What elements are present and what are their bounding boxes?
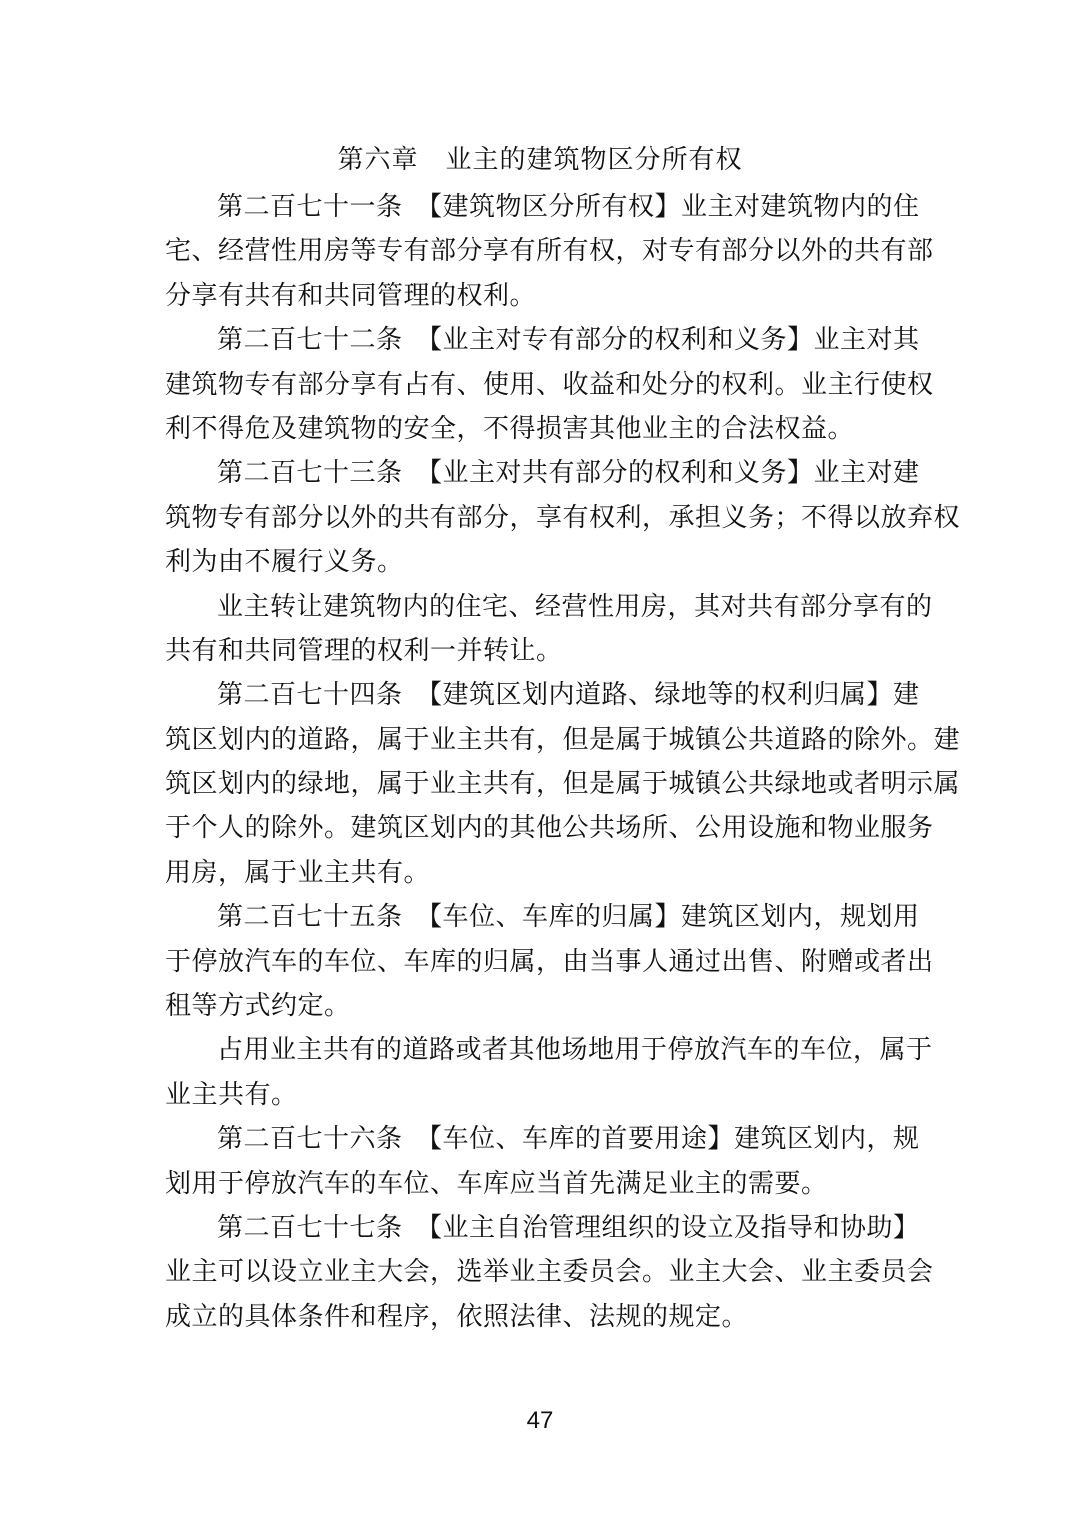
- paragraph: [165, 1206, 934, 1339]
- paragraph: [165, 1028, 933, 1117]
- text-line: 第二百七十五条 【车位、车库的归属】建筑区划内，规划用: [217, 902, 920, 933]
- text-line: 业主共有。: [165, 1079, 298, 1110]
- text-line: 划用于停放汽车的车位、车库应当首先满足业主的需要。: [165, 1168, 828, 1199]
- text-line: 第二百七十六条 【车位、车库的首要用途】建筑区划内，规: [217, 1124, 920, 1155]
- text-line: 用房，属于业主共有。: [165, 857, 431, 888]
- text-line: 于个人的除外。建筑区划内的其他公共场所、公用设施和物业服务: [165, 813, 934, 844]
- text-line: 共有和共同管理的权利一并转让。: [165, 635, 563, 666]
- paragraph: [165, 318, 934, 451]
- paragraph: [165, 673, 961, 895]
- paragraph: [165, 585, 933, 674]
- text-line: 第二百七十三条 【业主对共有部分的权利和义务】业主对建: [217, 458, 920, 489]
- page-number: 47: [526, 1407, 554, 1434]
- text-line: 第二百七十二条 【业主对专有部分的权利和义务】业主对其: [217, 325, 920, 356]
- text-line: 业主转让建筑物内的住宅、经营性用房，其对共有部分享有的: [217, 591, 933, 622]
- article-body: [165, 185, 961, 1339]
- text-line: 第二百七十一条 【建筑物区分所有权】业主对建筑物内的住: [217, 192, 920, 222]
- text-line: 成立的具体条件和程序，依照法律、法规的规定。: [165, 1301, 749, 1332]
- text-line: 筑区划内的道路，属于业主共有，但是属于城镇公共道路的除外。建: [165, 724, 961, 755]
- text-line: 于停放汽车的车位、车库的归属，由当事人通过出售、附赠或者出: [165, 946, 934, 977]
- text-line: 利不得危及建筑物的安全，不得损害其他业主的合法权益。: [165, 413, 855, 444]
- paragraph: [165, 1117, 920, 1206]
- text-line: 业主可以设立业主大会，选举业主委员会。业主大会、业主委员会: [165, 1257, 934, 1288]
- text-line: 建筑物专有部分享有占有、使用、收益和处分的权利。业主行使权: [165, 369, 934, 400]
- paragraph: [165, 185, 934, 318]
- paragraph: [165, 895, 934, 1028]
- text-line: 筑物专有部分以外的共有部分，享有权利，承担义务；不得以放弃权: [165, 502, 961, 533]
- paragraph: [165, 451, 961, 584]
- text-line: 租等方式约定。: [165, 991, 351, 1022]
- chapter-title: 第六章 业主的建筑物区分所有权: [337, 145, 743, 175]
- text-line: 占用业主共有的道路或者其他场地用于停放汽车的车位，属于: [217, 1035, 933, 1066]
- text-line: 第二百七十七条 【业主自治管理组织的设立及指导和协助】: [217, 1212, 920, 1243]
- text-line: 分享有共有和共同管理的权利。: [165, 280, 537, 311]
- text-line: 利为由不履行义务。: [165, 547, 404, 578]
- text-line: 第二百七十四条 【建筑区划内道路、绿地等的权利归属】建: [217, 680, 920, 711]
- text-line: 筑区划内的绿地，属于业主共有，但是属于城镇公共绿地或者明示属: [165, 769, 961, 800]
- text-line: 宅、经营性用房等专有部分享有所有权，对专有部分以外的共有部: [165, 236, 934, 267]
